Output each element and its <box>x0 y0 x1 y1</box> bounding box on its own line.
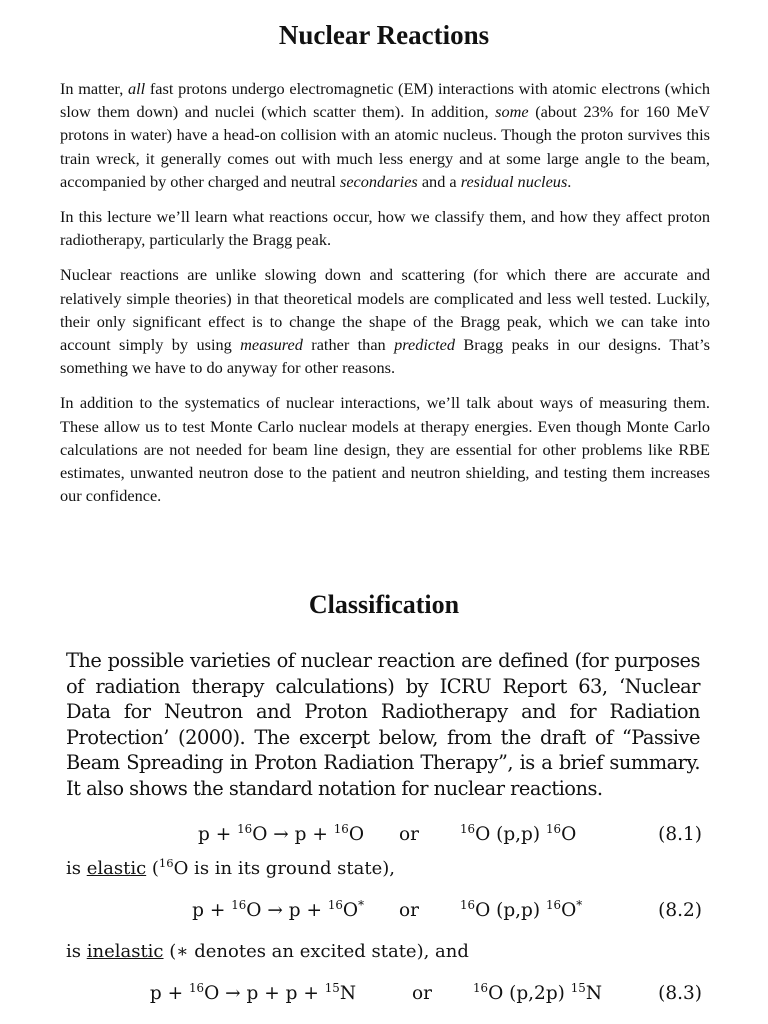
intro-section <box>60 77 710 519</box>
text-run: Bragg peaks in our designs. That’s something we have to do anyway for other reasons. <box>60 335 711 378</box>
equation-or: or <box>399 900 419 921</box>
element-symbol: O <box>488 983 504 1004</box>
element-symbol: O <box>204 983 220 1004</box>
text-run: . <box>567 171 572 191</box>
element-symbol: O <box>342 900 359 921</box>
eq-text: (p,p) <box>490 824 546 845</box>
element-symbol: O <box>246 900 262 921</box>
intro-paragraph-3 <box>60 263 710 379</box>
term-inelastic: inelastic <box>86 941 164 962</box>
element-symbol: N <box>585 983 603 1004</box>
element-symbol: O <box>475 900 491 921</box>
excited-state-mark: * <box>576 897 583 912</box>
emphasis-measured: measured <box>240 335 303 355</box>
excited-state-mark: * <box>358 897 364 912</box>
equation-number: (8.1) <box>658 824 702 845</box>
text-run: ( <box>146 858 159 879</box>
emphasis-residual-nucleus: residual nucleus <box>460 171 568 191</box>
equation-lhs <box>149 980 356 1004</box>
element-symbol: O <box>252 824 268 845</box>
eq-text: p + <box>149 983 190 1004</box>
emphasis-predicted: predicted <box>394 335 455 355</box>
eq-text: (p,2p) <box>503 983 571 1004</box>
mass-number: 16 <box>158 856 174 870</box>
text-run: fast protons undergo electromagnetic (EM) interactions with atomic electrons (which slow them down) and nuclei (which scatter them). In addition, <box>60 79 710 122</box>
equation-notation <box>460 821 577 845</box>
intro-paragraph-4: In addition to the systematics of nuclear interactions, we’ll talk about ways of measuring them. These allow us to test Monte Carlo nuclear models at therapy energies. Even though Monte Carlo calculations are not needed for beam line design, they are essential for other problems like RBE estimates, unwanted neutron dose to the patient and neutron shielding, and testing them increases our confidence. <box>60 393 710 506</box>
text-run: O is in its ground state), <box>173 858 396 879</box>
mass-number: 16 <box>231 897 247 912</box>
equation-number: (8.2) <box>658 900 702 921</box>
text-run: rather than <box>302 335 395 355</box>
element-symbol: O <box>475 824 491 845</box>
emphasis-some: some <box>495 102 529 122</box>
eq-text: → p + p + <box>219 983 325 1004</box>
eq-text: p + <box>198 824 238 845</box>
text-run: (about 23% for 160 MeV protons in water) have a head-on collision with an atomic nucleus. Though the proton survives this train wreck, it generally comes out with much less energy and at some large angle to the beam, accompanied by other charged and neutral <box>60 102 711 191</box>
element-symbol: O <box>561 824 577 845</box>
equation-or: or <box>412 983 432 1004</box>
equation-lhs <box>192 897 364 921</box>
equation-8-3 <box>0 980 768 1011</box>
classification-section <box>66 648 700 802</box>
text-run: Nuclear reactions are unlike slowing down and scattering (for which there are accurate and relatively simple theories) in that theoretical models are complicated and less well tested. Luckily, their only significant effect is to change the shape of the Bragg peak, which we can take into account simply by using <box>60 265 710 355</box>
mass-number: 16 <box>460 821 476 836</box>
text-run: is <box>66 941 87 962</box>
text-run: and a <box>417 171 461 191</box>
mass-number: 16 <box>460 897 476 912</box>
elastic-note <box>66 858 706 879</box>
equation-lhs <box>198 821 364 845</box>
term-elastic: elastic <box>86 858 147 879</box>
equation-8-2 <box>0 897 768 928</box>
equation-number: (8.3) <box>658 983 702 1004</box>
mass-number: 16 <box>333 821 349 836</box>
element-symbol: O <box>561 900 577 921</box>
eq-text: (p,p) <box>490 900 546 921</box>
equation-8-1 <box>0 821 768 852</box>
mass-number: 16 <box>237 821 253 836</box>
mass-number: 15 <box>570 980 586 995</box>
intro-paragraph-2: In this lecture we’ll learn what reactions occur, how we classify them, and how they affect proton radiotherapy, particularly the Bragg peak. <box>60 207 710 250</box>
equation-or: or <box>399 824 419 845</box>
page-title: Nuclear Reactions <box>278 20 490 50</box>
equation-notation <box>460 897 583 921</box>
element-symbol: O <box>348 824 364 845</box>
mass-number: 16 <box>189 980 205 995</box>
text-run: is <box>66 858 87 879</box>
inelastic-note <box>66 941 706 962</box>
eq-text: p + <box>192 900 232 921</box>
eq-text: → p + <box>267 824 334 845</box>
equation-notation <box>473 980 603 1004</box>
mass-number: 16 <box>546 897 562 912</box>
element-symbol: N <box>339 983 356 1004</box>
text-run: In matter, <box>60 79 128 98</box>
mass-number: 16 <box>546 821 562 836</box>
emphasis-all: all <box>127 79 146 98</box>
mass-number: 16 <box>327 897 343 912</box>
intro-paragraph-1 <box>60 77 710 193</box>
mass-number: 16 <box>473 980 489 995</box>
text-run: (∗ denotes an excited state), and <box>163 941 469 962</box>
eq-text: → p + <box>261 900 328 921</box>
section-heading-classification: Classification <box>308 590 460 619</box>
emphasis-secondaries: secondaries <box>339 171 418 191</box>
classification-paragraph: The possible varieties of nuclear reaction are defined (for purposes of radiation therapy calculations) by ICRU Report 63, ‘Nuclear Data for Neutron and Proton Radiotherapy and for Radiation Protection’ (2000). The excerpt below, from the draft of “Passive Beam Spreading in Proton Radiation Therapy”, is a brief summary. It also shows the standard notation for nuclear reactions. <box>66 649 700 800</box>
mass-number: 15 <box>324 980 340 995</box>
